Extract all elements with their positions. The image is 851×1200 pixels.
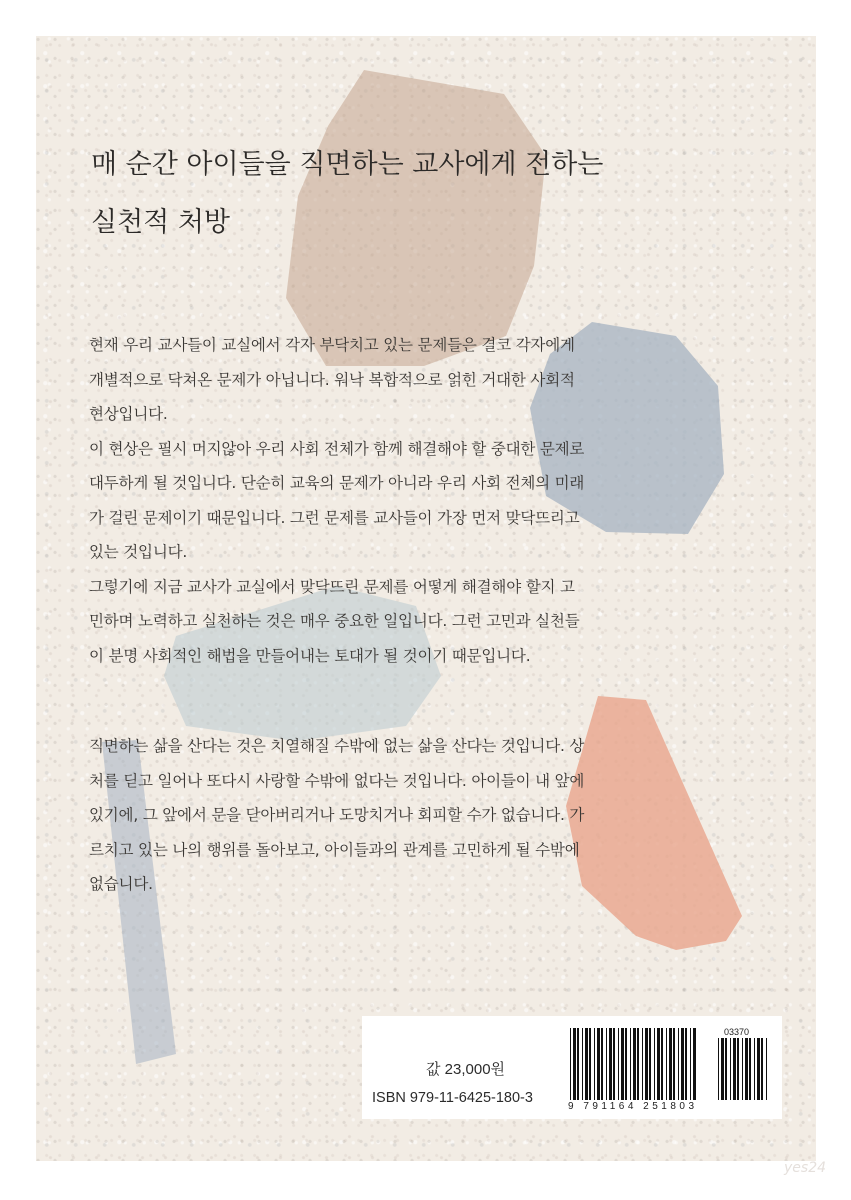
barcode-bar	[718, 1038, 719, 1100]
barcode-bar	[733, 1038, 736, 1100]
barcode-main-number: 9 791164 251803	[568, 1101, 694, 1112]
barcode-bar	[742, 1038, 743, 1100]
barcode-bar	[589, 1028, 591, 1100]
headline	[91, 136, 711, 252]
barcode-bar	[745, 1038, 748, 1100]
body-line: 이 분명 사회적인 해법을 만들어내는 토대가 될 것이기 때문입니다.	[89, 646, 531, 665]
barcode-main-bars	[570, 1028, 696, 1100]
body-line: 대두하게 될 것입니다. 단순히 교육의 문제가 아니라 우리 사회 전체의 미래	[89, 474, 585, 492]
barcode-bar	[657, 1028, 660, 1100]
barcode-bar	[666, 1028, 667, 1100]
barcode-bar	[673, 1028, 675, 1100]
body-text-block-2	[89, 729, 729, 902]
barcode-bar	[613, 1028, 615, 1100]
barcode-bar	[766, 1038, 767, 1100]
barcode-bar	[725, 1038, 727, 1100]
barcode-bar	[757, 1038, 760, 1100]
barcode-bar	[645, 1028, 648, 1100]
barcode-bar	[585, 1028, 588, 1100]
body-line: 가 걸린 문제이기 때문입니다. 그런 문제를 교사들이 가장 먼저 맞닥뜨리고	[89, 508, 580, 527]
barcode-bar	[649, 1028, 651, 1100]
barcode-bar	[737, 1038, 739, 1100]
barcode-bar	[606, 1028, 607, 1100]
barcode-bar	[618, 1028, 619, 1100]
body-line: 개별적으로 닥쳐온 문제가 아닙니다. 워낙 복합적으로 얽힌 거대한 사회적	[89, 370, 575, 389]
body-line: 르치고 있는 나의 행위를 돌아보고, 아이들과의 관계를 고민하게 될 수밖에	[89, 840, 580, 859]
body-text-block-1	[89, 328, 729, 673]
barcode-bar	[730, 1038, 731, 1100]
isbn-label: ISBN 979-11-6425-180-3	[372, 1090, 533, 1106]
barcode-bar	[633, 1028, 636, 1100]
barcode-bar	[749, 1038, 751, 1100]
body-line: 현재 우리 교사들이 교실에서 각자 부닥치고 있는 문제들은 결코 각자에게	[89, 336, 575, 354]
barcode-bar	[690, 1028, 691, 1100]
barcode-bar	[601, 1028, 603, 1100]
watermark-logo: yes24	[784, 1160, 827, 1176]
barcode-bar	[642, 1028, 643, 1100]
book-back-cover	[36, 36, 816, 1161]
barcode-bar	[573, 1028, 576, 1100]
body-line: 직면하는 삶을 산다는 것은 치열해질 수밖에 없는 삶을 산다는 것입니다. 상	[89, 737, 585, 755]
isbn-barcode	[566, 1026, 772, 1112]
barcode-bar	[685, 1028, 687, 1100]
barcode-bar	[754, 1038, 755, 1100]
price-label: 값 23,000원	[426, 1061, 506, 1078]
headline-line-1: 매 순간 아이들을 직면하는 교사에게 전하는	[91, 149, 604, 180]
barcode-bar	[621, 1028, 624, 1100]
body-line: 이 현상은 필시 머지않아 우리 사회 전체가 함께 해결해야 할 중대한 문제로	[89, 439, 585, 458]
price-isbn-box	[362, 1016, 782, 1119]
barcode-bar	[654, 1028, 655, 1100]
barcode-bar	[577, 1028, 579, 1100]
barcode-bar	[661, 1028, 663, 1100]
barcode-bar	[681, 1028, 684, 1100]
barcode-bar	[597, 1028, 600, 1100]
barcode-addon-number: 03370	[724, 1027, 750, 1037]
body-line: 있기에, 그 앞에서 문을 닫아버리거나 도망치거나 회피할 수가 없습니다. 가	[89, 806, 585, 824]
body-line: 처를 딛고 일어나 또다시 사랑할 수밖에 없다는 것입니다. 아이들이 내 앞에	[89, 771, 585, 790]
barcode-bar	[693, 1028, 696, 1100]
barcode-bar	[721, 1038, 724, 1100]
body-line: 있는 것입니다.	[89, 543, 188, 561]
barcode-bar	[678, 1028, 679, 1100]
barcode-bar	[637, 1028, 639, 1100]
headline-line-2: 실천적 처방	[91, 207, 230, 238]
barcode-bar	[630, 1028, 631, 1100]
body-line: 없습니다.	[89, 875, 153, 893]
barcode-bar	[761, 1038, 763, 1100]
barcode-bar	[609, 1028, 612, 1100]
body-line: 그렇기에 지금 교사가 교실에서 맞닥뜨린 문제를 어떻게 해결해야 할지 고	[89, 577, 575, 596]
barcode-bar	[582, 1028, 583, 1100]
barcode-bar	[625, 1028, 627, 1100]
barcode-addon-bars	[718, 1038, 767, 1100]
barcode-bar	[570, 1028, 571, 1100]
body-line: 민하며 노력하고 실천하는 것은 매우 중요한 일입니다. 그런 고민과 실천들	[89, 612, 580, 630]
barcode-bar	[594, 1028, 595, 1100]
body-line: 현상입니다.	[89, 405, 168, 423]
barcode-bar	[669, 1028, 672, 1100]
